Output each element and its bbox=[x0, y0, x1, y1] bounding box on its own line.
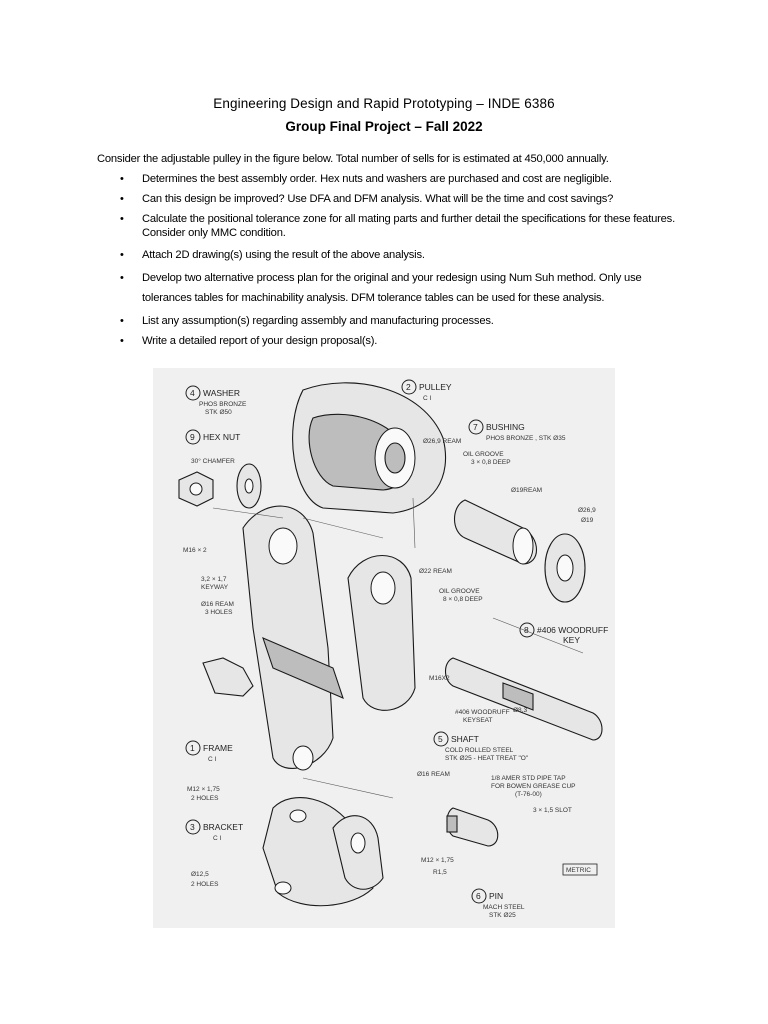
list-item: • Can this design be improved? Use DFA and DFM analysis. What will be the time and cost savings? bbox=[120, 193, 614, 205]
adjustable-pulley-drawing bbox=[153, 368, 615, 928]
svg-text:2 HOLES: 2 HOLES bbox=[191, 795, 219, 802]
svg-text:R1,5: R1,5 bbox=[433, 869, 447, 876]
callout-bracket bbox=[186, 820, 243, 842]
svg-text:KEYWAY: KEYWAY bbox=[201, 584, 229, 591]
svg-text:3 × 0,8 DEEP: 3 × 0,8 DEEP bbox=[471, 459, 511, 466]
svg-text:#406 WOODRUFF: #406 WOODRUFF bbox=[537, 625, 609, 635]
callout-frame bbox=[186, 741, 233, 763]
svg-text:1: 1 bbox=[190, 743, 195, 753]
callout-woodruff-key bbox=[520, 623, 608, 645]
page-title: Engineering Design and Rapid Prototyping – INDE 6386 bbox=[213, 96, 555, 111]
page-subtitle: Group Final Project – Fall 2022 bbox=[285, 119, 483, 134]
svg-text:5: 5 bbox=[438, 734, 443, 744]
svg-text:Ø8,3: Ø8,3 bbox=[513, 707, 528, 714]
bullet-icon: • bbox=[120, 173, 124, 185]
svg-text:Ø16 REAM: Ø16 REAM bbox=[201, 601, 234, 608]
bullet-icon: • bbox=[120, 272, 124, 284]
svg-text:PHOS BRONZE , STK Ø35: PHOS BRONZE , STK Ø35 bbox=[486, 435, 566, 442]
list-item: • Determines the best assembly order. Hex nuts and washers are purchased and cost are negligible. bbox=[120, 173, 612, 185]
svg-text:M16X2: M16X2 bbox=[429, 675, 450, 682]
metric-label: METRIC bbox=[566, 867, 591, 874]
svg-text:MACH STEEL: MACH STEEL bbox=[483, 904, 525, 911]
exploded-assembly-svg bbox=[153, 368, 615, 928]
svg-text:OIL GROOVE: OIL GROOVE bbox=[439, 588, 480, 595]
intro-paragraph: Consider the adjustable pulley in the figure below. Total number of sells for is estimated at 450,000 annually. bbox=[97, 153, 609, 165]
svg-text:7: 7 bbox=[473, 422, 478, 432]
svg-text:WASHER: WASHER bbox=[203, 388, 240, 398]
pin-shape bbox=[203, 658, 253, 696]
svg-text:FRAME: FRAME bbox=[203, 743, 233, 753]
svg-text:#406 WOODRUFF: #406 WOODRUFF bbox=[455, 709, 510, 716]
bullet-icon: • bbox=[120, 213, 124, 225]
bracket-part bbox=[263, 798, 383, 906]
svg-text:9: 9 bbox=[190, 432, 195, 442]
svg-text:2 HOLES: 2 HOLES bbox=[191, 881, 219, 888]
svg-text:3: 3 bbox=[190, 822, 195, 832]
callout-pin bbox=[472, 889, 525, 919]
callout-washer bbox=[186, 386, 247, 416]
svg-text:C I: C I bbox=[213, 835, 222, 842]
svg-text:STK Ø25 - HEAT TREAT "O": STK Ø25 - HEAT TREAT "O" bbox=[445, 755, 529, 762]
svg-text:1/8 AMER STD PIPE TAP: 1/8 AMER STD PIPE TAP bbox=[491, 775, 566, 782]
svg-text:8: 8 bbox=[524, 625, 529, 635]
svg-text:KEYSEAT: KEYSEAT bbox=[463, 717, 493, 724]
list-item: • Calculate the positional tolerance zone for all mating parts and further detail the specifications for these features. Consider only MMC condition. bbox=[120, 213, 675, 239]
svg-text:STK Ø50: STK Ø50 bbox=[205, 409, 232, 416]
svg-text:Ø22 REAM: Ø22 REAM bbox=[419, 568, 452, 575]
svg-text:C I: C I bbox=[423, 395, 432, 402]
svg-text:COLD ROLLED STEEL: COLD ROLLED STEEL bbox=[445, 747, 514, 754]
svg-text:Ø12,5: Ø12,5 bbox=[191, 871, 209, 878]
list-item: • Write a detailed report of your design proposal(s). bbox=[120, 335, 378, 347]
callout-bushing bbox=[469, 420, 566, 442]
svg-text:FOR BOWEN GREASE CUP: FOR BOWEN GREASE CUP bbox=[491, 783, 576, 790]
svg-text:HEX NUT: HEX NUT bbox=[203, 432, 241, 442]
svg-text:3 × 1,5 SLOT: 3 × 1,5 SLOT bbox=[533, 807, 572, 814]
svg-text:PIN: PIN bbox=[489, 891, 504, 901]
svg-text:(T-76-00): (T-76-00) bbox=[515, 791, 542, 798]
bullet-icon: • bbox=[120, 249, 124, 261]
svg-text:3 HOLES: 3 HOLES bbox=[205, 609, 233, 616]
list-item: • List any assumption(s) regarding assembly and manufacturing processes. bbox=[120, 315, 494, 327]
svg-text:M16 × 2: M16 × 2 bbox=[183, 547, 207, 554]
list-item: • Develop two alternative process plan for the original and your redesign using Num Suh method. Only use tolerances tables for machinability analysis. DFM tolerance tables can be used for these analysis. bbox=[120, 268, 680, 308]
svg-text:6: 6 bbox=[476, 891, 481, 901]
pulley-part bbox=[293, 383, 446, 513]
callout-shaft bbox=[434, 732, 529, 762]
frame-part bbox=[243, 506, 415, 770]
svg-text:OIL GROOVE: OIL GROOVE bbox=[463, 451, 504, 458]
svg-text:KEY: KEY bbox=[563, 635, 581, 645]
svg-text:PULLEY: PULLEY bbox=[419, 382, 452, 392]
svg-text:4: 4 bbox=[190, 388, 195, 398]
callout-hex-nut bbox=[186, 430, 240, 444]
svg-text:Ø26,9 REAM: Ø26,9 REAM bbox=[423, 438, 462, 445]
svg-text:BRACKET: BRACKET bbox=[203, 822, 244, 832]
svg-text:8 × 0,8 DEEP: 8 × 0,8 DEEP bbox=[443, 596, 483, 603]
svg-text:Ø26,9: Ø26,9 bbox=[578, 507, 596, 514]
callout-pulley bbox=[402, 380, 452, 402]
svg-text:SHAFT: SHAFT bbox=[451, 734, 479, 744]
bullet-icon: • bbox=[120, 315, 124, 327]
list-item: • Attach 2D drawing(s) using the result of the above analysis. bbox=[120, 249, 425, 261]
svg-text:Ø19: Ø19 bbox=[581, 517, 594, 524]
svg-text:30° CHAMFER: 30° CHAMFER bbox=[191, 458, 235, 465]
svg-text:2: 2 bbox=[406, 382, 411, 392]
task-list bbox=[120, 172, 680, 348]
bullet-icon: • bbox=[120, 193, 124, 205]
svg-text:PHOS BRONZE: PHOS BRONZE bbox=[199, 401, 247, 408]
svg-text:STK Ø25: STK Ø25 bbox=[489, 912, 516, 919]
svg-text:Ø16 REAM: Ø16 REAM bbox=[417, 771, 450, 778]
svg-text:C I: C I bbox=[208, 756, 217, 763]
bullet-icon: • bbox=[120, 335, 124, 347]
svg-text:M12 × 1,75: M12 × 1,75 bbox=[187, 786, 220, 793]
svg-text:3,2 × 1,7: 3,2 × 1,7 bbox=[201, 576, 227, 583]
svg-text:BUSHING: BUSHING bbox=[486, 422, 525, 432]
svg-text:M12 × 1,75: M12 × 1,75 bbox=[421, 857, 454, 864]
svg-text:Ø19REAM: Ø19REAM bbox=[511, 487, 543, 494]
